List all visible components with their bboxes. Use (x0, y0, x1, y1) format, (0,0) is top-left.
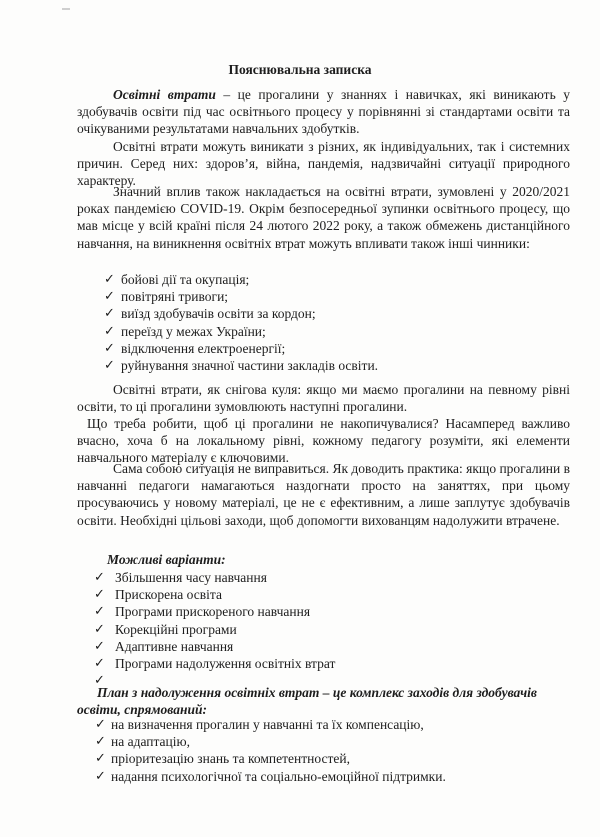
plan-heading (77, 684, 570, 718)
checkmark-icon: ✓ (104, 340, 115, 356)
checkmark-icon: ✓ (95, 751, 106, 767)
paragraph-covid-text: Значний вплив також накладається на освітні втрати, зумовлені у 2020/2021 роках пандемією COVID-19. Окрім безпосередньої зупинки освітнього процесу, що мав місце у всій країні після 24 лютого 2022 року, а також обмежень дистанційного навчання, на виникнення освітніх втрат можуть впливати також інші чинники: (77, 184, 570, 251)
checkmark-icon: ✓ (95, 717, 106, 732)
paragraph-what-to-do-text: Що треба робити, щоб ці прогалини не накопичувалися? Насамперед важливо вчасно, хоча б на локальному рівні, кожному педагогу розуміти, які елементи навчального матеріалу є ключовими. (77, 416, 570, 466)
document-title: Пояснювальна записка (228, 62, 372, 77)
checkmark-icon: ✓ (95, 768, 106, 784)
checkmark-icon: ✓ (104, 289, 115, 305)
paragraph-snowball-text: Освітні втрати, як снігова куля: якщо ми маємо прогалини на певному рівні освіти, то ці прогалини зумовлюють наступні прогалини. (77, 382, 570, 415)
checkmark-icon: ✓ (94, 570, 105, 585)
checkmark-icon: ✓ (104, 357, 115, 373)
checkmark-icon: ✓ (104, 272, 115, 287)
checkmark-icon: ✓ (94, 587, 105, 603)
checkmark-icon: ✓ (94, 621, 105, 637)
paragraph-practice (77, 460, 570, 529)
checkmark-icon: ✓ (104, 306, 115, 322)
scan-mark (62, 8, 70, 10)
plan-heading-text: План з надолуження освітніх втрат – це комплекс заходів для здобувачів освіти, спрямований: (77, 685, 537, 718)
checkmark-icon: ✓ (95, 734, 106, 750)
checkmark-icon: ✓ (94, 655, 105, 671)
checkmark-icon: ✓ (94, 673, 105, 689)
paragraph-practice-text: Сама собою ситуація не виправиться. Як доводить практика: якщо прогалини в навчанні педагоги намагаються наздогнати просто на заняттях, при цьому просуваючись у новому матеріалі, це не є ефективним, а лише заплутує здобувачів освіти. Необхідні цільові заходи, щоб допомогти вихованцям надолужити втрачене. (77, 461, 570, 528)
intro-paragraph (77, 86, 570, 138)
intro-definition: – це прогалини у знаннях і навичках, які виникають у здобувачів освіти під час освітнього процесу у порівнянні зі стандартами освіти та очікуваними результатами навчальних здобутків. (77, 87, 570, 137)
options-heading: Можливі варіанти: (107, 552, 226, 567)
paragraph-snowball (77, 381, 570, 415)
document-page: Пояснювальна записка Освітні втрати – це прогалини у знаннях і навичках, які виникають у здобувачів освіти під час освітнього процесу у порівнянні зі стандартами освіти та очікуваними результатами навчальних здобутків. Освітні втрати можуть виникати з різних, як індивідуальних, так і системних причин. Серед них: здоров’я, війна, пандемія, надзвичайні ситуації природного характеру. Значний вплив також накладається на освітні втрати, зумовлені у 2020/2021 роках пандемією COVID-19. Окрім безпосередньої зупинки освітнього процесу, що мав місце у всій країні після 24 лютого 2022 року, а також обмежень дистанційного навчання, на виникнення освітніх втрат можуть впливати також інші чинники: ✓ бойові дії та окупація; ✓ повітряні тривоги; ✓ виїзд здобувачів освіти за кордон; ✓ переїзд у межах України; ✓ відключення електроенергії; ✓ руйнування значної частини закладів освіти. Освітні втрати, як снігова куля: якщо ми маємо прогалини на певному рівні освіти, то ці прогалини зумовлюють наступні прогалини. Що треба робити, щоб ці прогалини не накопичувалися? Насамперед важливо вчасно, хоча б на локальному рівні, кожному педагогу розуміти, які елементи навчального матеріалу є ключовими. Сама собою ситуація не виправиться. Як доводить практика: якщо прогалини в навчанні педагоги намагаються наздогнати просто на заняттях, при цьому просуваючись у новому матеріалі, це не є ефективним, а лише заплутує здобувачів освіти. Необхідні цільові заходи, щоб допомогти вихованцям надолужити втрачене. Можливі варіанти: ✓ Збільшення часу навчання ✓ Прискорена освіта ✓ Програми прискореного навчання ✓ Корекційні програми ✓ Адаптивне навчання ✓ Програми надолуження освітніх втрат ✓ План з надолуження освітніх втрат – це комплекс заходів для здобувачів освіти, спрямований: ✓ на визначення прогалин у навчанні та їх компенсацію, ✓ на адаптацію, ✓ пріоритезацію знань та компетентностей, ✓ надання психологічної та соціально-емоційної підтримки. (0, 0, 600, 837)
paragraph-causes (77, 138, 570, 190)
paragraph-causes-text: Освітні втрати можуть виникати з різних, як індивідуальних, так і системних причин. Серед них: здоров’я, війна, пандемія, надзвичайні ситуації природного характеру. (77, 139, 570, 189)
checkmark-icon: ✓ (94, 604, 105, 620)
intro-term: Освітні втрати (113, 87, 216, 102)
checkmark-icon: ✓ (104, 323, 115, 339)
checkmark-icon: ✓ (94, 638, 105, 654)
paragraph-covid (77, 183, 570, 252)
paragraph-what-to-do (77, 415, 570, 467)
